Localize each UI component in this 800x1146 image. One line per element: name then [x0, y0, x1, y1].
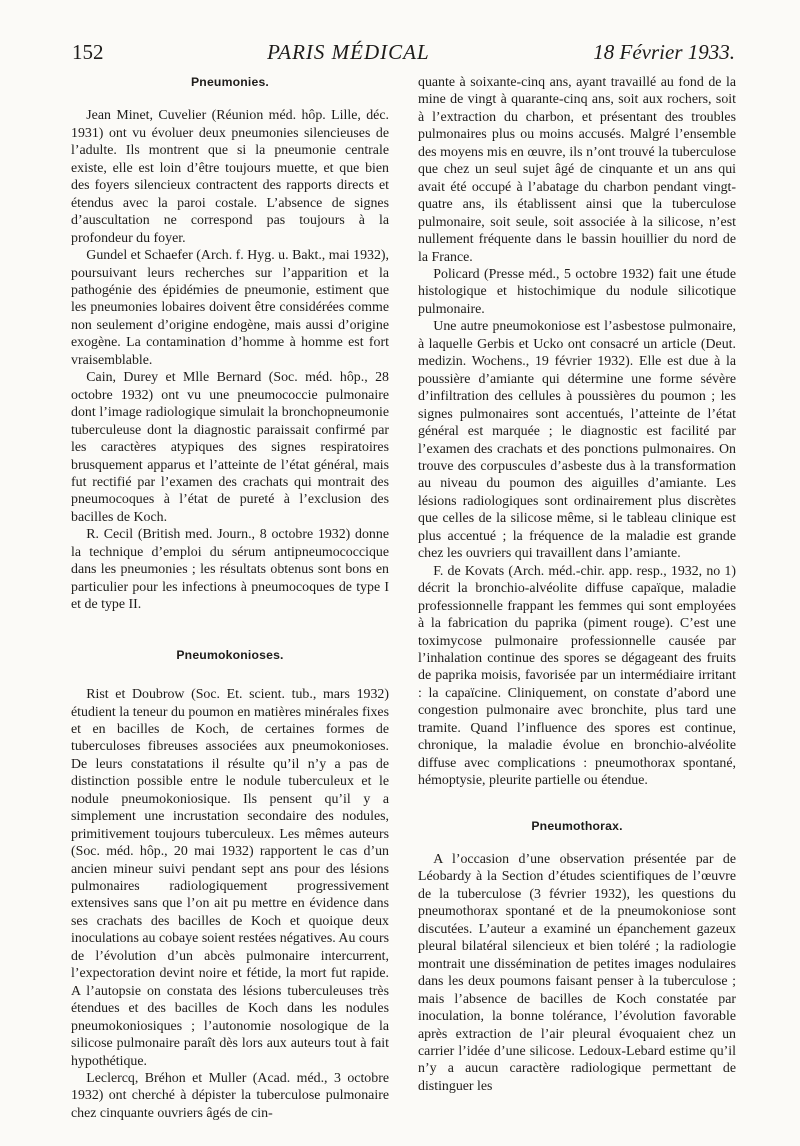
- paragraph-cecil: R. Cecil (British med. Journ., 8 octobre 1932) donne la technique d’emploi du sérum antipneumococcique dans les pneumonies ; les résultats obtenus sont bons en particulier pour les infections à pneumocoques de type I et de type II.: [71, 527, 389, 613]
- issue-date: 18 Février 1933.: [593, 40, 735, 64]
- paragraph-leobardy: A l’occasion d’une observation présentée par de Léobardy à la Section d’études scientifiques de l’œuvre de la tuberculose (3 février 1932), les questions du pneumothorax spontané et de la pneumokoniose sont discutées. L’auteur a examiné un épanchement gazeux pleural bilatéral silencieux et bien toléré ; la radiologie montrait une dissémination de petites images nodulaires dans les deux poumons faisant penser à la tuberculose ; mais l’absence de bacilles de Koch constatée par inoculation, la bonne tolérance, l’évolution favorable après extraction de l’air pleural évoquaient chez un carrier l’idée d’une silicose. Ledoux-Lebard estime qu’il n’y a aucun caractère radiologique permettant de distinguer les: [418, 852, 736, 1094]
- paragraph-minet-cuvelier: Jean Minet, Cuvelier (Réunion méd. hôp. Lille, déc. 1931) ont vu évoluer deux pneumonies silencieuses de l’adulte. Ils montrent que si la pneumonie centrale existe, elle est loin d’être toujours muette, et que bien des foyers silencieux contractent des rapports directs et étendus avec la paroi costale. L’absence de signes d’auscultation ne correspond pas toujours à la profondeur du foyer.: [71, 108, 389, 246]
- left-column: [71, 74, 389, 1122]
- section-heading-pneumonies: Pneumonies.: [190, 75, 270, 89]
- page-number: 152: [72, 40, 104, 64]
- journal-title: PARIS MÉDICAL: [267, 40, 430, 64]
- paragraph-cain-durey: Cain, Durey et Mlle Bernard (Soc. méd. hôp., 28 octobre 1932) ont vu une pneumococcie pulmonaire dont l’image radiologique simulait la bronchopneumonie tuberculeuse dont la diagnostic paraissait confirmé par les caractères atypiques des signes respiratoires brusquement apparus et l’atteinte de l’état général, mais fut rectifié par l’examen des crachats qui montrait des pneumocoques à l’état de pureté à l’exclusion des bacilles de Koch.: [71, 370, 389, 525]
- paragraph-gundel-schaefer: Gundel et Schaefer (Arch. f. Hyg. u. Bakt., mai 1932), poursuivant leurs recherches sur l’apparition et la pathogénie des épidémies de pneumonie, estiment que les pneumonies lobaires doivent être considérées comme non seulement d’origine endogène, mais aussi d’origine exogène. La contamination d’homme à homme est fort vraisemblable.: [71, 248, 389, 368]
- paragraph-leclercq: Leclercq, Bréhon et Muller (Acad. méd., 3 octobre 1932) ont cherché à dépister la tuberculose pulmonaire chez cinquante ouvriers âgés de cin-: [71, 1071, 389, 1121]
- paragraph-rist-doubrow: Rist et Doubrow (Soc. Et. scient. tub., mars 1932) étudient la teneur du poumon en matières minérales fixes et en bacilles de Koch, de certaines formes de tuberculoses fibreuses associées aux pneumokonioses. De leurs constatations il résulte qu’il n’y a pas de distinction possible entre le nodule tuberculeux et le nodule pneumokoniosique. Ils pensent qu’il y a simplement une incrustation secondaire des nodules, primitivement toujours tuberculeux. Les mêmes auteurs (Soc. méd. hôp., 20 mai 1932) rapportent le cas d’un ancien mineur suivi pendant sept ans pour des lésions pulmonaires radiologiquement progressivement extensives sans que l’on ait pu mettre en évidence dans ses crachats des bacilles de Koch et quoique deux inoculations au cobaye soient restées négatives. Au cours de l’évolution d’un abcès pulmonaire intercurrent, l’expectoration devint noire et fétide, la mort fut rapide. A l’autopsie on constata des lésions tuberculeuses très étendues et des bacilles de Koch dans les nodules pneumokoniosiques ; l’autonomie nosologique de la silicose pulmonaire paraît dès lors aux auteurs tout à fait hypothétique.: [71, 687, 389, 1069]
- paragraph-asbestose: Une autre pneumokoniose est l’asbestose pulmonaire, à laquelle Gerbis et Ucko ont consacré un article (Deut. medizin. Wochens., 19 février 1932). Elle est due à la poussière d’amiante qui détermine une forme sévère d’infiltration des cellules à poussières du poumon ; les signes pulmonaires sont accentués, l’atteinte de l’état général est marquée ; le diagnostic est facilité par l’examen des crachats et des ponctions pulmonaires. On trouve des corpuscules d’asbeste dus à la transformation au niveau du poumon des aiguilles d’amiante. Les lésions radiologiques sont ordinairement plus discrètes que celles de la silicose même, si le tableau clinique est plus accentué ; la fréquence de la maladie est grande chez les ouvriers qui travaillent dans l’amiante.: [418, 319, 736, 562]
- paragraph-policard: Policard (Presse méd., 5 octobre 1932) fait une étude histologique et histochimique du nodule silicotique pulmonaire.: [418, 266, 736, 317]
- section-heading-pneumothorax: Pneumothorax.: [531, 818, 623, 833]
- paragraph-leclercq-continued: quante à soixante-cinq ans, ayant travaillé au fond de la mine de vingt à quarante-cinq ans, soit aux rochers, soit à l’extraction du charbon, et présentant des troubles pulmonaires plus ou moins accusés. Malgré l’ensemble des moyens mis en œuvre, ils n’ont trouvé la tuberculose que chez un seul sujet âgé de cinquante et un ans qui avait été occupé à l’abatage du charbon pendant vingt-quatre ans, ils établissent ainsi que la tuberculose pulmonaire, soit seule, soit associée à la silicose, n’est nullement fréquente dans le bassin houillier du nord de la France.: [418, 75, 736, 265]
- running-head: [72, 40, 735, 70]
- paragraph-de-kovats: F. de Kovats (Arch. méd.-chir. app. resp., 1932, no 1) décrit la bronchio-alvéolite diffuse capaïque, maladie professionnelle frappant les femmes qui sont employées à la fabrication du paprika (piment rouge). C’est une toximycose pulmonaire professionnelle causée par l’inhalation continue des spores se dégageant des fruits de paprika moisis, favorisée par un intermédiaire irritant : la capaïcine. Cliniquement, on constate d’abord une congestion pulmonaire avec bronchite, plus tard une tramite. Quand l’influence des spores est continue, chronique, la maladie évolue en bronchio-alvéolite diffuse avec complications : pneumothorax spontané, hémoptysie, pleurite partielle ou étendue.: [418, 563, 736, 789]
- section-heading-pneumokonioses: Pneumokonioses.: [176, 647, 284, 662]
- right-column: [418, 74, 736, 1095]
